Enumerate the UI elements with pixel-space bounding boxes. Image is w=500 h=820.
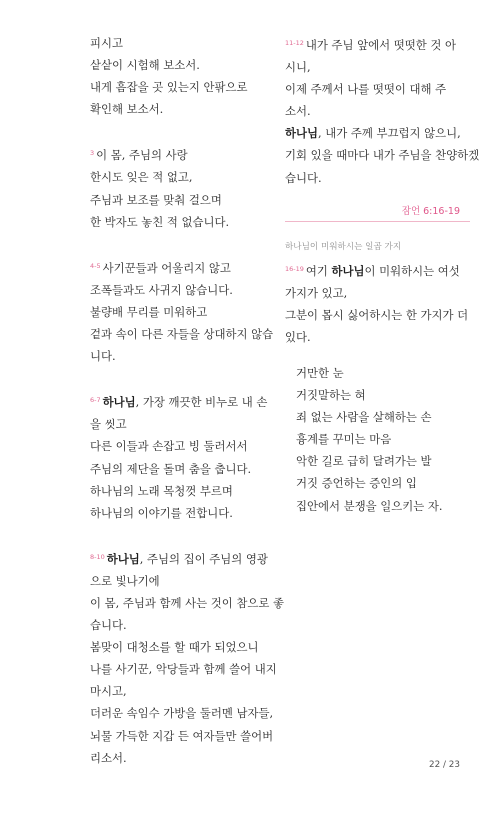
text-line: 나를 사기꾼, 악당들과 함께 쓸어 내지 [90, 662, 277, 677]
divine-name: 하나님 [106, 551, 140, 566]
paragraph [90, 255, 274, 367]
text-line: 있다. [285, 330, 311, 345]
text-line: 기회 있을 때마다 내가 주님을 찬양하겠 [285, 148, 480, 163]
divine-name: 하나님 [102, 395, 136, 410]
text-line: 하나님의 이야기를 전합니다. [90, 505, 233, 520]
text-line: 시니, [285, 60, 311, 75]
text-line: 하나님의 노래 목청껏 부르며 [90, 483, 233, 498]
list-item: 집안에서 분쟁을 일으키는 자. [296, 498, 443, 513]
left-column [90, 32, 285, 769]
text-line: 봄맞이 대청소를 할 때가 되었으니 [90, 640, 259, 655]
verse-number: 3 [90, 149, 95, 158]
list-item: 거짓 증언하는 증인의 입 [296, 476, 417, 491]
text-line: 피시고 [90, 36, 124, 50]
paragraph [90, 389, 270, 524]
text-line: 습니다. [90, 618, 127, 633]
text-line: 뇌물 가득한 지갑 든 여자들만 쓸어버 [90, 728, 274, 743]
verse-number: 8-10 [90, 552, 105, 561]
list-item: 죄 없는 사람을 살해하는 손 [296, 410, 432, 425]
verse-number: 16-19 [285, 265, 304, 273]
text-line: 주님의 제단을 돌며 춤을 춥니다. [90, 461, 252, 476]
text-line: 이 몸, 주님과 함께 사는 것이 참으로 좋 [90, 595, 285, 610]
right-column-section [285, 258, 469, 348]
seven-things-list [296, 362, 443, 517]
text-line: 가지가 있고, [285, 286, 348, 301]
text-line: 소서. [285, 104, 311, 119]
text-line: 을 씻고 [90, 417, 127, 432]
text-line: $^{8-10}$ 하나님, 주님의 집이 주님의 영광 [90, 551, 268, 566]
text-line: 내게 흠잡을 곳 있는지 안팎으로 [90, 80, 248, 95]
list-item: 거짓말하는 혀 [296, 388, 366, 403]
reference-divider [285, 201, 470, 222]
text-line: 이제 주께서 나를 떳떳이 대해 주 [285, 82, 447, 97]
text-line: 더러운 속임수 가방을 둘러멘 남자들, [90, 706, 274, 721]
scripture-reference: 잠언 6:16-19 [401, 206, 460, 217]
text-line: $^{6-7}$ 하나님, 가장 깨끗한 비누로 내 손 [90, 395, 268, 410]
page-number: 22 / 23 [429, 760, 460, 770]
text-line: 리소서. [90, 750, 127, 765]
text-line: 확인해 보소서. [90, 102, 164, 117]
divine-name: 하나님 [331, 264, 365, 278]
text-line: 하나님, 내가 주께 부끄럽지 않으니, [285, 126, 461, 141]
text-line: 주님과 보조를 맞춰 걸으며 [90, 192, 222, 207]
list-item: 거만한 눈 [296, 366, 344, 380]
text-line: $^{16-19}$ 여기 하나님이 미워하시는 여섯 [285, 264, 460, 278]
verse-number: 4-5 [90, 261, 101, 270]
text-line: 샅샅이 시험해 보소서. [90, 58, 200, 73]
text-line: 니다. [90, 349, 116, 364]
text-line: 마시고, [90, 684, 127, 699]
list-item: 흉계를 꾸미는 마음 [296, 432, 392, 447]
verse-number: 6-7 [90, 396, 101, 405]
text-line: $^{11-12}$ 내가 주님 앞에서 떳떳한 것 아 [285, 38, 457, 52]
verse-number: 11-12 [285, 39, 304, 47]
text-line: 한시도 잊은 적 없고, [90, 170, 193, 185]
paragraph [90, 32, 270, 120]
text-line: 불량배 무리를 미워하고 [90, 304, 208, 319]
text-line: $^3$ 이 몸, 주님의 사랑 [90, 148, 188, 163]
text-line: 으로 빛나기에 [90, 573, 160, 588]
list-item: 악한 길로 급히 달려가는 발 [296, 454, 432, 469]
text-line: 그분이 몹시 싫어하시는 한 가지가 더 [285, 308, 469, 323]
divine-name: 하나님 [285, 126, 319, 141]
text-line: 조폭들과도 사귀지 않습니다. [90, 282, 233, 297]
paragraph [90, 546, 285, 769]
section-subheading: 하나님이 미워하시는 일곱 가지 [285, 242, 402, 252]
text-line: $^{4-5}$ 사기꾼들과 어울리지 않고 [90, 260, 231, 275]
text-line: 다른 이들과 손잡고 빙 둘러서서 [90, 439, 248, 454]
text-line: 습니다. [285, 170, 322, 185]
text-line: 한 박자도 놓친 적 없습니다. [90, 214, 230, 229]
paragraph [90, 142, 270, 232]
right-column [285, 32, 480, 189]
text-line: 겉과 속이 다른 자들을 상대하지 않습 [90, 327, 274, 342]
